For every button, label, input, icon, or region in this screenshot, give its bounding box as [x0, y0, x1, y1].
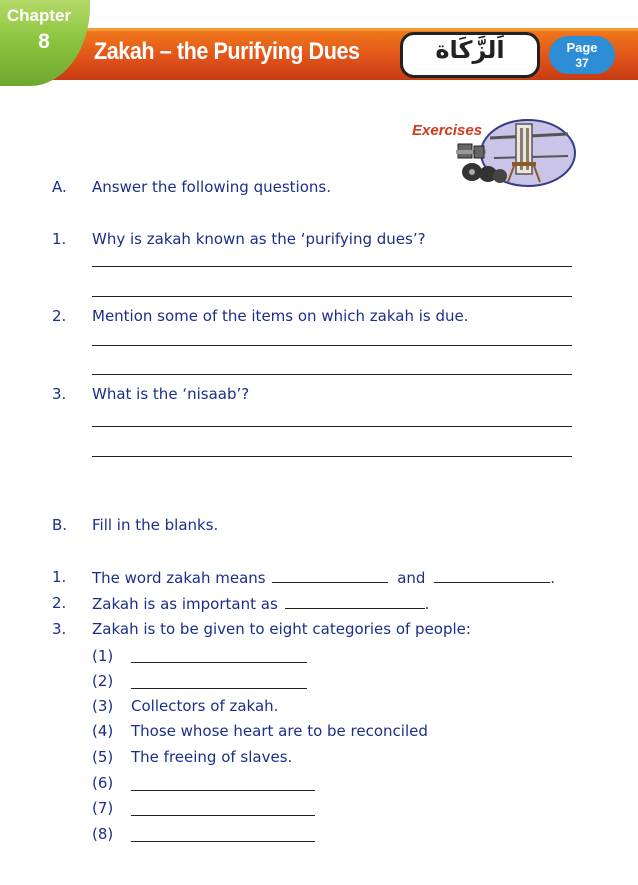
answer-line[interactable] — [92, 296, 572, 297]
category-text: The freeing of slaves. — [131, 748, 293, 766]
chapter-label: Chapter — [6, 6, 72, 25]
chapter-number: 8 — [38, 30, 50, 53]
blank-field[interactable] — [131, 815, 315, 816]
section-b-instruction: Fill in the blanks. — [92, 516, 219, 534]
category-number: (2) — [92, 672, 114, 690]
section-b-letter: B. — [52, 516, 68, 534]
item-number: 3. — [52, 620, 67, 638]
sentence-end: . — [550, 569, 555, 587]
item-number: 1. — [52, 568, 67, 586]
blank-field[interactable] — [285, 594, 425, 609]
question-number: 1. — [52, 230, 67, 248]
answer-line[interactable] — [92, 426, 572, 427]
page-number: 37 — [575, 56, 589, 70]
sentence-part: The word zakah means — [92, 569, 266, 587]
section-a-letter: A. — [52, 178, 67, 196]
sentence-part: Zakah is as important as — [92, 595, 278, 613]
category-number: (3) — [92, 697, 114, 715]
category-text: Those whose heart are to be reconciled — [131, 722, 428, 740]
category-number: (5) — [92, 748, 114, 766]
item-text: Zakah is to be given to eight categories of people: — [92, 620, 471, 638]
category-number: (8) — [92, 825, 114, 843]
blank-field[interactable] — [272, 568, 388, 583]
question-number: 2. — [52, 307, 67, 325]
category-number: (1) — [92, 647, 114, 665]
section-a-instruction: Answer the following questions. — [92, 178, 331, 196]
sentence-end: . — [424, 595, 430, 613]
answer-line[interactable] — [92, 374, 572, 375]
header-bar-highlight — [52, 28, 638, 31]
blank-field[interactable] — [131, 790, 315, 791]
category-number: (7) — [92, 799, 114, 817]
category-text: Collectors of zakah. — [131, 697, 279, 715]
sentence-part: and — [397, 569, 426, 587]
blank-field[interactable] — [131, 662, 307, 663]
chapter-title: Zakah – the Purifying Dues — [94, 38, 360, 65]
fill-blank-sentence — [92, 594, 429, 613]
arabic-title: اَلزَّكَاة — [435, 36, 505, 64]
item-number: 2. — [52, 594, 67, 612]
answer-line[interactable] — [92, 345, 572, 346]
category-number: (6) — [92, 774, 114, 792]
question-text: Mention some of the items on which zakah is due. — [92, 307, 469, 325]
answer-line[interactable] — [92, 456, 572, 457]
exercises-label: Exercises — [412, 122, 483, 139]
question-number: 3. — [52, 385, 67, 403]
blank-field[interactable] — [131, 688, 307, 689]
blank-field[interactable] — [434, 568, 550, 583]
page-label: Page — [566, 40, 598, 55]
answer-line[interactable] — [92, 266, 572, 267]
fill-blank-sentence — [92, 568, 555, 587]
question-text: What is the ‘nisaab’? — [92, 385, 250, 403]
blank-field[interactable] — [131, 841, 315, 842]
category-number: (4) — [92, 722, 114, 740]
question-text: Why is zakah known as the ‘purifying dues’? — [92, 230, 426, 248]
